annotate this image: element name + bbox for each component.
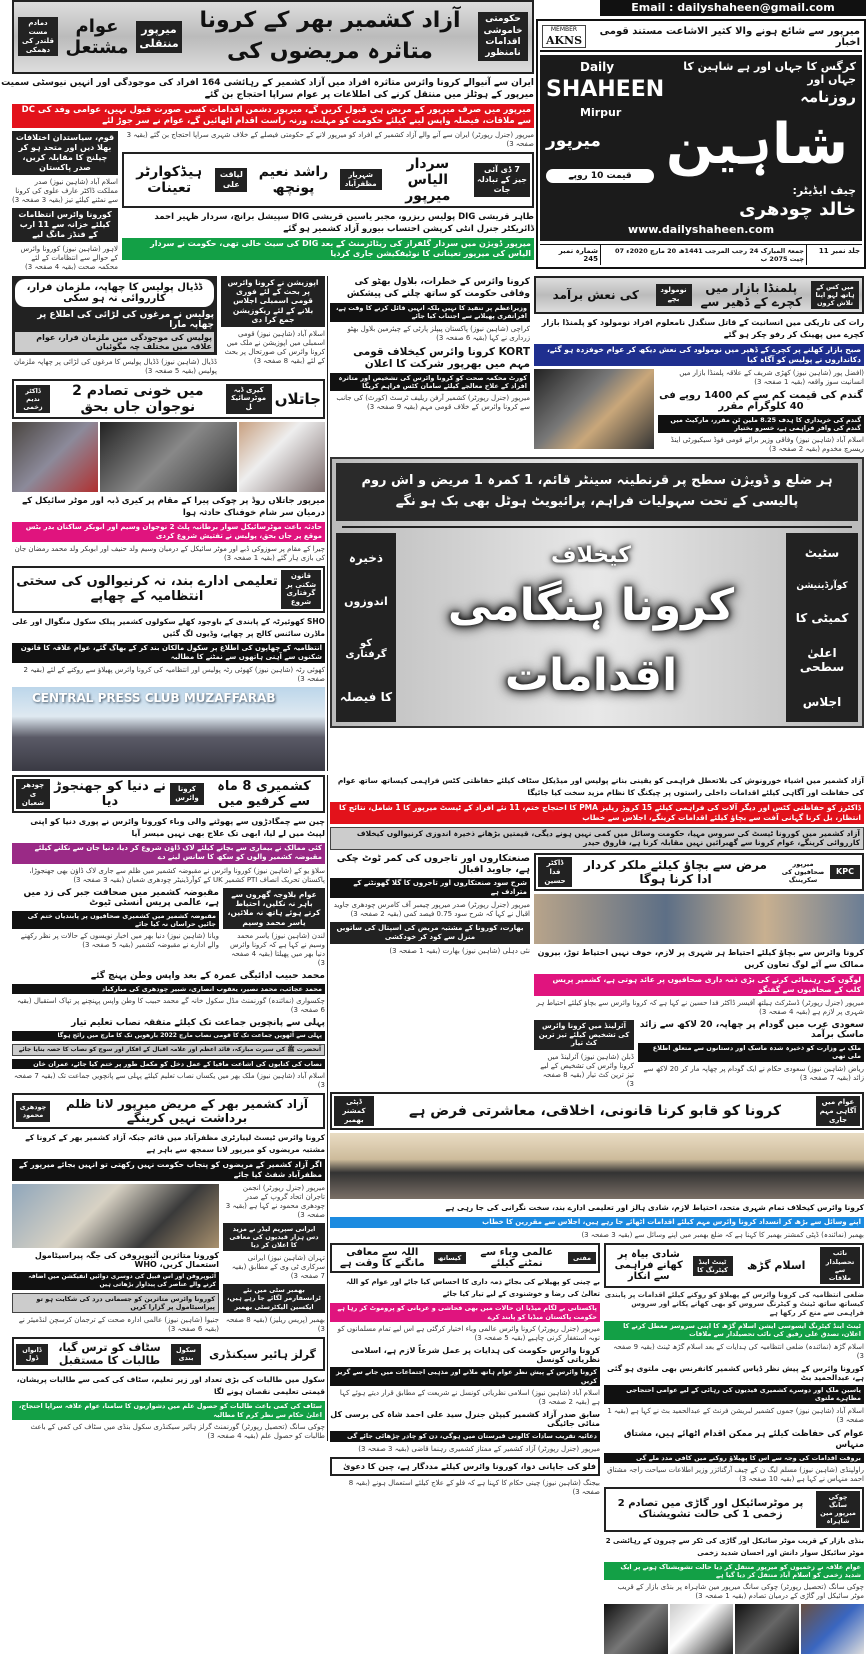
ireland-body: ڈبلن (شاہین نیوز) آئرلینڈ میں کرونا وائرس کی تشخیص کے لیے تیز ترین کٹ تیار (بقیہ 8 صفحہ 3): [540, 1053, 634, 1089]
crash-line: بنڈی بازار کے قریب موٹر سائیکل اور گاڑی کی ٹکر سے چیرون کے رہائشی 2 موٹر سائیکل سوار دانش اور احسان شدید زخمی: [605, 1536, 864, 1557]
dadyal-grey: پولیس کی موجودگی میں ملزمان فرار، عوام علاقہ میں مختلف چہ مگوئیاں: [15, 332, 214, 352]
mufti-tag-2: کیساتھ: [434, 1252, 466, 1264]
kpc-tag: KPC: [830, 865, 860, 879]
logo-shaheen-en: SHAHEEN: [546, 77, 665, 102]
dadyal-body: ڈڈیال (شاہین نیوز) ڈڈیال پولیس کا مرغوں کی لڑائی پر چھاپہ ملزمان پولیس (بقیہ 5 صفحہ 3): [14, 357, 217, 375]
motto: کرگس کا جہاں اور ہے شاہین کا جہاں اور: [683, 60, 856, 86]
top-lower-row: [0, 131, 534, 272]
jatlan-body: چیرا کے مقام پر سوزوکی ڈبے اور موٹر سائیکل کے درمیان وسیم ولد حنیف اور ابوبکر ولد محمد رمضان جان کی بازی ہار گئے (بقیہ 1 صفحہ 3): [14, 544, 325, 562]
banner-mid-tag: میرپور منتقلی: [136, 21, 182, 53]
kashmiri8-body: سلاؤ یو کے (شاہین نیوز) کورونا وائرس نے مقبوضہ کشمیر میں ظلم سے جاری لاک ڈاؤن بھی جھنجوڑا، پاکستان تحریک انصاف PTI کشمیر UK کے کوآرڈینیٹر چودھری شعبان (بقیہ 3 صفحہ 3): [29, 866, 325, 884]
crash-tag: چوکی سانگ میرپور مین شاہراہ: [816, 1491, 860, 1528]
india-head: بھارت، کورونا کے مشتبہ مریض کی اسپتال کی ساتویں منزل سے کود کر خودکشی: [330, 922, 530, 944]
crash-body: چوکی سانگ (تحصیل رپورٹر) چوکی سانگ میرپور مین شاہراہ پر بنڈی بازار کے قریب موٹر سائیکل اور گاڑی کے درمیان تصادم (بقیہ 1 صفحہ 3): [617, 1583, 864, 1601]
lead-line: آزاد کشمیر میں اشیاء خورونوش کی بلاتعطل فراہمی کو یقینی بنانے پولیس اور میڈیکل سٹاف کیلئے حفاظتی کٹس فراہمی کیساتھ ساتھ عوام کی حفاظت اور آگاہی کیلئے اقدامات داخلی راستوں پر چیکنگ کا نظام مزید سخت کیا جائیگا: [337, 776, 864, 798]
chief-editor-label: چیف ایڈیٹر:: [792, 184, 856, 197]
press-club-sign: CENTRAL PRESS CLUB MUZAFFARAB: [32, 691, 276, 706]
who-strip: آئبوپروفن اور اس قبیل کی دوسری دوائیں انفیکشن میں اضافہ کرنے والے عناصر کی پیداوار بڑھاتی ہیں: [12, 1272, 219, 1290]
wheat-body: اسلام آباد (شاہین نیوز) وفاقی وزیر برائے قومی فوڈ سیکیورٹی اینڈ ریسرچ مخدوم (بقیہ 2 صفحہ 3): [670, 436, 864, 454]
col-a-middle: [0, 276, 328, 771]
schools-line: SHO کھوئیرٹہ کے پابندی کے باوجود کھلے سکولوں کشمیر پبلک سکول منگوال اور علی ماڈرن سائنس کالج پر چھاپے، وڈیوں لگ گئیں: [12, 616, 325, 638]
roznama: روزنامہ: [800, 88, 856, 106]
girls-school-headline: [12, 1337, 325, 1371]
schools-headline-text: تعلیمی ادارے بند، نہ کرنیوالوں کی سختی انتظامیہ کے چھاپے: [16, 574, 278, 605]
brief-2-body: لاہور (شاہین نیوز) کورونا وائرس کے حوالے سے انتظامات کے لئے محکمہ صحت (بقیہ 4 صفحہ 3): [20, 244, 118, 271]
palandri-body: (افضل پور (شاہین نیوز) کھڑی شریف کے علاقہ پلمنڈا بازار میں انسانیت سوز واقعہ (بقیہ 1 صفحہ 3): [679, 368, 864, 386]
member-akns-badge: [542, 25, 586, 48]
jatlan-photo: [100, 422, 237, 492]
lead-left-tag: اجلاس: [802, 694, 842, 709]
iran-body: تہران (شاہین نیوز) ایرانی سرکاری ٹی وی کے مطابق (بقیہ 7 صفحہ 3): [231, 1254, 325, 1281]
masthead: [536, 19, 866, 269]
flu-headline: فلو کی جاپانی دوا، کورونا وائرس کیلئے مددگار ہے، چین کا دعویٰ: [330, 1457, 600, 1476]
jatlan-headline-1: جاتلاں: [274, 389, 321, 408]
dig-headline-2: راشد نعیم پونچھ: [258, 163, 329, 196]
dadyal-strip: پولیس نے مرغوں کی لڑائی کی اطلاع پر چھاپہ مارا: [37, 309, 214, 330]
top-summary: ایران سے آنیوالے کرونا وائرس متاثرہ افراد میں آزاد کشمیر کے رہائشی 164 افراد کی موجودگی اور انہیں نیوسٹی سمیت میرپور کے ہوٹلز میں منتقل کرنے کی اطلاعات پر عوام سراپا احتجاج بن گئے: [1, 77, 534, 100]
girls-school-headline-1: گرلز ہائیر سیکنڈری: [209, 1347, 316, 1361]
mufti-line: بے چینی کو پھیلانے کی بجائے ذمہ داری کا احساس کیا جائے اور عوام کو اللہ تعالیٰ کی رضا و خوشنودی کے لیے تیار کیا جائے: [346, 1278, 600, 1299]
iran-head: ایرانی سپریم لیڈر نے مزید دس ہزار قیدیوں کی معافی کا اعلان کر دیا: [223, 1223, 325, 1251]
kpc-line: کرونا وائرس سے بچاؤ کیلئے احتیاط ہر شہری پر لازم، خوف نہیں احتیاط توڑ، بیرون ممالک سے آئے لوگ تعاون کریں: [537, 948, 864, 970]
crash-green-strip: عوام علاقہ نے زخمیوں کو میرپور منتقل کر دیا حالت تشویشناک ہونے پر ایک شدید زخمی کو اسلام آباد منتقل کر دیا گیا ہے: [604, 1562, 864, 1581]
email-bar: Email : dailyshaheen@gmail.com: [600, 0, 866, 16]
schools-strip: انتظامیہ کے چھاپوں کی اطلاع پر سکول مالکان بند کر کے بھاگ گئے، عوام علاقہ کا قانون شکنوں سے آہنی ہاتھوں سے نمٹنے کا مطالبہ: [12, 643, 325, 663]
masthead-logo-panel: [540, 55, 862, 241]
col-b-middle: [330, 276, 530, 413]
lead-left-tags: [786, 533, 858, 722]
price-badge: قیمت 10 روپے: [546, 169, 654, 183]
lead-right-tag: اندوزوں: [344, 594, 388, 608]
jatlan-pink-strip: حادثہ باعث موٹرسائیکل سوار برطانیہ پلٹ 2 نوجوان وسیم اور ابوبکر ساکنان بدر بٹس موقع پر جاں بحق، پولیس نے تفتیش شروع کردی: [12, 522, 325, 542]
lead-left-tag: اعلیٰ سطحی: [799, 646, 845, 675]
wheat-strip: گندم کی خریداری کا ہدف 8.25 ملین ٹن مقرر، مارکیٹ میں گندم کی وافر فراہمی ہے، خسرو بختیار: [658, 415, 864, 434]
islamgarh-headline-2: شادی بیاہ پر کھانے فراہمی سے انکار: [614, 1249, 683, 1283]
issue-date: جمعۃ المبارک 24 رجب المرجب 1441ھ 20 مارچ 2020ء 07 چیت 2075 ب: [600, 245, 806, 265]
mufti-headline-1: عالمی وباء سے نمٹنے کیلئے: [480, 1247, 554, 1270]
mirpur-patients-tag: چودھری محمود: [16, 1101, 50, 1121]
middle-section: [0, 276, 866, 771]
saudi-strip: ملک نے وزارت کو ذخیرہ شدہ ماسک اور دستانوں سے متعلق اطلاع ملی تھی: [638, 1043, 864, 1062]
kpc-pink-strip: لوگوں کی رہنمائی کرنے کی بڑی ذمہ داری صحافیوں پر عائد ہوتی ہے، کشمیر پریس کلب کے صحافیوں سے گفتگو: [534, 974, 864, 996]
lead-top-strip: ہر ضلع و ڈویژن سطح پر قرنطینہ سینٹر قائم، 1 کمرہ 1 مریض و اش روم پالیسی کے تحت سہولیات فراہم، پرائیویٹ ہوٹل بھی بک ہو نگے: [336, 463, 858, 521]
jatlan-headline: [12, 379, 325, 419]
press-freedom-strip: مقبوضہ کشمیر میں کشمیری صحافیوں پر پابندیاں ختم کی جائیں حراساں نہ کیا جائے: [12, 911, 219, 930]
issue-date-bar: [540, 244, 862, 265]
bottom-section: [0, 775, 866, 1654]
lead-right-tag: کا فیصلہ: [339, 690, 393, 705]
girls-school-headline-2: سٹاف کو ترس گیا، طالبات کا مستقبل: [58, 1341, 161, 1368]
who-grey: کورونا وائرس متاثرین کو جسمانی درد کی شکایت ہو تو پیراسیٹامول پر گزارا کریں: [12, 1293, 219, 1314]
traders-body: میرپور (جنرل رپورٹر) صدر میرپور چیمبر آف کامرس چودھری جاوید اقبال نے کہا کہ شرح سود 0.75 فیصد کمی (بقیہ 2 صفحہ 3): [333, 901, 530, 919]
wheat-headline: گندم کی قیمت کم سے کم 1400 روپے فی 40 کلوگرام مقرر: [659, 389, 863, 412]
dig-headline-3: ہیڈکوارٹر تعینات: [136, 163, 203, 196]
kpc-tag-2: میرپور صحافیوں کی سکریننگ: [781, 860, 825, 885]
ireland-head: آئرلینڈ میں کرونا وائرس کی تشخیص کیلئے تیز ترین کٹ تیار: [534, 1020, 634, 1050]
palandri-headline-1: پلمنڈا بازار میں کچرے کے ڈھیر سے: [700, 280, 803, 309]
kort-headline: KORT کرونا وائرس کیخلاف قومی مہم میں بھرپور شرکت کا اعلان: [353, 345, 530, 370]
flu-body: بیجنگ (شاہین نیوز) چینی حکام کا کہنا ہے کہ فلو کے علاج کیلئے استعمال ہونے (بقیہ 8 صفحہ 3): [348, 1478, 600, 1496]
traders-strip: شرح سود صنعتکاروں اور تاجروں کا گلا گھونٹنے کے مترادف ہے: [330, 878, 530, 898]
col-b-bottom: [330, 853, 530, 956]
col-c-bottom: [534, 853, 864, 1089]
lead-left-tag: کمیٹی کا: [795, 611, 849, 626]
issue-number: شمارہ نمبر 245: [558, 247, 598, 263]
kpc-photo: [534, 894, 864, 944]
palandri-tag: میں کس کے ہاتھ لہو اپنا تلاش کروں: [811, 281, 859, 309]
top-banner-headline: [12, 0, 534, 74]
kort-strip: کورٹ محکمہ صحت کو کرونا وائرس کی تشخیص اور متاثرہ افراد کے علاج معالجے کیلئے سامان کٹس فراہم کریگا: [330, 373, 530, 392]
awareness-photo: [330, 1133, 864, 1199]
crash-headline-text: پر موٹرسائیکل اور گاڑی میں تصادم 2 زخمی 1 کی حالت تشویشناک: [617, 1498, 804, 1521]
jatlan-photos: [12, 422, 325, 492]
mirpur-patients-body: میرپور (جنرل رپورٹر) انجمن تاجران اتحاد گروپ کے صدر چودھری محمود نے کہا ہے (بقیہ 3 صفحہ 3): [225, 1183, 325, 1219]
opposition-body: اسلام آباد (شاہین نیوز) قومی اسمبلی میں اپوزیشن نے ملک میں کرونا وائرس کی صورتحال پر بحث کے لئے (بقیہ 8 صفحہ 3): [224, 329, 325, 365]
akns-label: AKNS: [545, 34, 583, 47]
islamgarh-green-strip: ٹینٹ اینڈ کیٹرنگ ایسوسی ایشن اسلام گڑھ کا اپنی سروسز معطل کرنے کا اعلان، تصدق علی رفیق کی نائب تحصیلدار سے ملاقات: [604, 1321, 864, 1340]
masthead-tagline: میرپور سے شائع ہونے والا کثیر الاشاعت مستند قومی اخبار: [599, 25, 860, 48]
habib-strip: محمد عجائب، محمد نصیر، یعقوب انصاری، شبیر چودھری کی مبارکباد: [12, 984, 325, 994]
palandri-blue-strip: صبح بازار کھلنے پر کچرے کے ڈھیر میں نومولود کی نعش دیکھ کر عوام خوفزدہ ہو گئے، دکانداروں نے پولیس کو آگاہ کیا: [534, 344, 864, 366]
awareness-headline: [330, 1092, 864, 1130]
crash-photo: [604, 1604, 668, 1654]
islamgarh-headline-1: اسلام گڑھ: [747, 1259, 806, 1273]
syllabus-body: اسلام آباد (شاہین نیوز) ملک بھر میں یکساں نصاب تعلیم کیلئے پہلی سے پانچویں جماعت تک (بقیہ 7 صفحہ 3): [14, 1072, 325, 1090]
banner-headline-2: عوام مشتعل: [65, 15, 129, 58]
dig-headline: [122, 152, 534, 208]
mirpur-patients-photo: [12, 1184, 219, 1248]
chief-editor-name: خالد چودھری: [739, 199, 856, 220]
council-body: اسلام آباد (شاہین نیوز) اسلامی نظریاتی کونسل نے شریعت کے مطابق قرار دیتے ہوئے کہا ہے (بقیہ 2 صفحہ 3): [339, 1389, 600, 1407]
syllabus-headline: پہلی سے پانچویں جماعت تک کیلئے متفقہ نصاب تعلیم تیار: [71, 1018, 325, 1029]
stay-home-body: لندن (شاہین نیوز) یاسر محمد وسیم نے کہا ہے کہ کرونا وائرس دنیا بھر میں پھیلتا (بقیہ 4 صفحہ 3): [230, 932, 325, 967]
bilawal-headline: کرونا وائرس کے خطرات، بلاول بھٹو کی وفاقی حکومت کو ساتھ چلنے کی پیشکش: [346, 276, 530, 299]
mirpur-patients-strip: اگر آزاد کشمیر کے مریضوں کو پنجاب حکومت نہیں رکھتی تو انہیں بجائے میرپور کے مظفرآباد شفٹ کیا جائے: [12, 1159, 325, 1181]
islamgarh-body: اسلام گڑھ (نمائندہ) ضلعی انتظامیہ کی ہدایات کے بعد اسلام گڑھ ٹینٹ (بقیہ 9 صفحہ 3): [613, 1342, 864, 1360]
top-left-column: [0, 0, 534, 272]
saudi-headline: سعودی عرب میں گودام پر چھاپہ، 20 لاکھ سے زائد ماسک برآمد: [639, 1019, 864, 1040]
col-a-bottom: [0, 775, 328, 1441]
dig-column: [122, 131, 534, 261]
lead-grey-strip: آزاد کشمیر میں کورونا ٹیسٹ کی سروس مہیا، حکومت وسائل میں کمی نہیں ہونے دیگی، قیمتیں بڑھانے ذخیرہ اندوزی کرنیوالوں کیخلاف کارروائی کرینگے، عوام کرونا سے گھبرائیں نہیں مقابلہ کرنا ہے، فاروق حیدر: [330, 827, 864, 851]
daily-label: Daily: [580, 60, 615, 74]
girls-school-line: سکول میں طالبات کی بڑی تعداد اور زیر تعلیم، سٹاف کی کمی سے طالبات پریشان، قیمتی تعلیمی نقصان ہونے لگا: [16, 1375, 325, 1397]
kashmiri8-headline-1: کشمیری 8 ماہ سے کرفیو میں: [217, 779, 311, 810]
banner-side-tag-right: دمادم مست قلندر کی دھمکی: [18, 17, 58, 56]
top-right-column: [536, 0, 866, 269]
palandri-headline: [534, 276, 864, 314]
dig-tag-3: لیاقت علی: [215, 168, 247, 192]
stay-home-head: عوام بلاوجہ گھروں سے باہر نہ نکلیں، احتیاط کرتے ہوئے ہاتھ نہ ملائیں، یاسر محمد وسیم: [223, 888, 325, 930]
palandri-tag-2: نومولود بچے: [656, 284, 692, 306]
india-body: نئی دہلی (شاہین نیوز) بھارت (بقیہ 1 صفحہ 3): [389, 946, 530, 955]
jatlan-line: میرپور جاتلاں روڈ پر چوکی پیرا کے مقام پر کیری ڈبہ اور موٹر سائیکل کے درمیان سر شام خوفناک حادثہ ہوا: [22, 495, 325, 518]
lead-headline-small: کیخلاف: [551, 543, 631, 569]
dig-green-strip: میرپور ڈویژن میں سردار گلفراز کی ریٹائرمنٹ کے بعد DIG کی سیٹ خالی تھی، حکومت نے سردار الیاس کی میرپور تعیناتی کا نوٹیفکیشن جاری کردیا: [122, 238, 534, 261]
kashmiri8-line: چین سے چمگادڑوں سے پھوٹنے والی وباء کورونا وائرس نے پوری دنیا کو اپنی لپیٹ میں لے لیا، ابھی تک علاج بھی نہیں میسر آیا: [30, 817, 325, 839]
awareness-blue-strip: اپنے وسائل سے بڑھ کر انسداد کرونا وائرس مہم کیلئے اقدامات اٹھائے جا رہے ہیں، اجلاس سے مقررین کا خطاب: [330, 1217, 864, 1228]
jatlan-photo: [239, 422, 325, 492]
kashmiri8-tag: کرونا وائرس: [170, 783, 204, 805]
lead-red-strip: ڈاکٹرز کو حفاظتی کٹس اور دیگر آلات کی فراہمی کیلئے 15 کروڑ ریلیز PMA کا احتجاج ختم، 11 نئے افراد کے ٹیسٹ میرپور کا 1 شامل، نتائج کا انتظار، بل کرنا گہانی آفت سے بچاؤ کیلئے اقدامات کرینگے، اجلاس سے خطاب: [330, 802, 864, 824]
lead-headline: کرونا ہنگامی اقدامات: [447, 580, 735, 702]
crash-headline: [604, 1487, 864, 1532]
council-strip: کرونا وائرس کے پیش نظر عوام ہاتھ ملانے اور مذہبی اجتماعات میں جانے سے گریز کریں: [330, 1367, 600, 1386]
mufti-pink-strip: پاکستانی بے لگام میڈیا ان حالات میں بھی فحاشی و عریانی کو پروموٹ کر رہا ہے حکومت پاکستان میڈیا کو پابند کرے: [330, 1303, 600, 1322]
awareness-tag: عوام میں آگاہی مہم جاری: [816, 1096, 860, 1126]
girls-school-green-strip: سٹاف کی کمی باعث طالبات کو حصول علم میں دشواریوں کا سامنا، عوام علاقہ سراپا احتجاج، اعلیٰ حکام سے نظر کرم کا مطالبہ: [12, 1401, 325, 1420]
palandri-photo: [534, 369, 654, 449]
habib-body: چکسواری (نمائندہ) گورنمنٹ مڈل سکول خانہ گے محمد حبیب کا وطن واپس پہنچنے پر تپاک استقبال (بقیہ 6 صفحہ 3): [17, 997, 325, 1015]
crash-photo: [735, 1604, 799, 1654]
crash-photo: [670, 1604, 734, 1654]
anniversary-strip: دعائیہ تقریب سادات کالونی قبرستان میں ہوگی، دن کو چادر چڑھائی جائے گی: [330, 1431, 600, 1441]
syllabus-strip: پہلی سے آٹھویں جماعت تک کا قومی نصاب مارچ 2022 بارھویں تک کا مارچ میں رائج ہوگا: [12, 1031, 325, 1041]
lead-left-tag: کوآرڈینیشن: [796, 580, 848, 591]
dig-body: میرپور (جنرل رپورٹر) ایران سے آنے والے آزاد کشمیر کے افراد کو میرپور لانے کے حکومتی فیصلے کے خلاف شہری سراپا احتجاج بن گئے (بقیہ 3 صفحہ 3): [126, 130, 534, 148]
islamgarh-headline: [604, 1243, 864, 1288]
who-body: جنیوا (شاہین نیوز) عالمی ادارہ صحت کے ترجمان کرسچن لنڈمیئر نے (بقیہ 6 صفحہ 3): [18, 1316, 219, 1334]
kpc-tag-3: ڈاکٹر فدا حسین: [538, 857, 572, 887]
opposition-head: اپوزیشن نے کرونا وائرس پر بحث کے لئے فوری قومی اسمبلی اجلاس بلانے کے لئے ریکوزیشن جمع کرا دی: [221, 276, 325, 327]
kpc-headline-text: مرض سے بچاؤ کیلئے ملکر کردار ادا کرنا ہوگا: [584, 858, 767, 887]
jatlan-tag-right: ڈاکٹر ندیم زخمی: [16, 385, 50, 413]
dadyal-box: [12, 276, 217, 355]
mufti-tag: مفتی: [568, 1252, 596, 1264]
press-freedom-body: ویانا (شاہین نیوز) دنیا بھر میں اخبار نویسوں کے حالات پر نظر رکھنے والے ادارے نے مقبوضہ کشمیر (بقیہ 5 صفحہ 3): [20, 932, 219, 950]
press-freedom-headline: مقبوضہ کشمیر میں صحافت جبر کی زد میں ہے، عالمی پریس انسٹی ٹیوٹ: [23, 887, 219, 908]
col-c-middle: [534, 276, 864, 455]
schools-tag: قانون شکنی پر گرفتاری شروع: [281, 570, 321, 609]
mufti-body: میرپور (جنرل رپورٹر) کرونا وائرس عالمی وباء اختیار کرگئی ہے اس لیے تمام مسلمانوں کو توبہ استغفار کرنی چاہیے (بقیہ 5 صفحہ 3): [337, 1325, 600, 1343]
dig-line: طاہر قریشی DIG پولیس ریزرو، مجبر یاسین قریشی DIG سپیشل برانچ، سردار ظہیر احمد ڈائریکٹر جنرل انٹی کرپشن احتساب بیورو آزاد کشمیر ہو گئے: [154, 211, 534, 234]
logo-title-urdu: شاہین: [665, 112, 849, 177]
bottom-right: [330, 775, 864, 1654]
member-label: MEMBER: [550, 26, 578, 33]
mufti-headline-2: اللہ سے معافی مانگنے کا وقت ہے: [339, 1247, 425, 1270]
syllabus-strip-2: نصاب کی کتابوں کی اشاعت مافیا کے عمل دخل کو مکمل طور پر ختم کیا جائے، عمران خان: [12, 1059, 325, 1069]
girls-school-tag-2: ڈانواں ڈول: [16, 1344, 48, 1364]
jatlan-photo: [12, 422, 98, 492]
syllabus-grey: آنحضرت ﷺ کی سیرت مبارکہ، قائد اعظم اور علامہ اقبال کے افکار اور سوچ کو نصاب کا حصہ بنایا جائے: [12, 1044, 325, 1056]
jatlan-headline-2: میں خونی تصادم 2 نوجوان جاں بحق: [72, 382, 204, 415]
anniversary-headline: سابق صدر آزاد کشمیر کیپٹن جنرل سید علی احمد شاہ کی برسی کل منائی جائیگی: [330, 1410, 600, 1429]
crash-photo: [801, 1604, 865, 1654]
awareness-headline-text: کرونا کو قابو کرنا قانونی، اخلاقی، معاشرتی فرض ہے: [408, 1103, 781, 1120]
girls-school-body: چوکی سانگ (تحصیل رپورٹر) گورنمنٹ گرلز ہائیر سیکنڈری سکول بنڈی میں سٹاف کی کمی کے باعث طالبات کو حصول علم (بقیہ 4 صفحہ 3): [30, 1423, 325, 1441]
schools-headline: [12, 566, 325, 613]
lead-right-tags: [336, 533, 396, 722]
hameed-strip: یاسین ملک اور دوسرے کشمیری قیدیوں کی رہائی کے لیے عوامی احتجاجی مظاہرے ملتوی: [604, 1385, 864, 1404]
dig-headline-1: سردار الیاس میرپور: [405, 155, 451, 204]
kashmiri8-tag-left: چودھری شعبان: [16, 779, 50, 809]
islamgarh-tag: نائب تحصیلدار سے ملاقات: [820, 1247, 860, 1284]
awareness-tag-2: ڈپٹی کمشنر بھمبر: [334, 1096, 374, 1126]
left-briefs-column: [12, 131, 118, 272]
awareness-line: کرونا وائرس کیخلاف تمام شہری متحد، احتیاط لازم، شادی ہالز اور تعلیمی ادارے بند، سخت نگرانی کی جا رہی ہے: [445, 1203, 864, 1213]
minhas-headline: عوام کی حفاظت کیلئے ہر ممکن اقدام اٹھائے ہیں، مشتاق منہاس: [623, 1428, 864, 1450]
middle-right: [330, 276, 864, 728]
mirpur-en: Mirpur: [580, 106, 622, 119]
dig-tag-1: 7 ڈی آئی جیز کے تبادلہ جات: [474, 163, 530, 197]
lead-right-tag: کو گرفتاری: [345, 638, 387, 660]
kashmiri8-headline: [12, 775, 325, 813]
bilawal-body: کراچی (شاہین نیوز) پاکستان پیپلز پارٹی کے چیئرمین بلاول بھٹو زرداری نے کہا (بقیہ 6 صفحہ 3): [347, 324, 530, 342]
kashmiri8-purple-strip: کئی ممالک نے بیماری سے بچانے کیلئے لاک ڈاؤن شروع کر دیا، دنیا جان سے نکلنے کیلئے مقبوضہ کشمیر والوں کو سکھ کا سانس لینے دے: [12, 843, 325, 863]
islamgarh-tag-2: ٹینٹ اینڈ کیٹرنگ کا: [693, 1256, 733, 1276]
brief-1-head: قوم، سیاستدان اختلافات بھلا دیں اور متحد ہو کر چیلنج کا مقابلہ کریں، صدر پاکستان: [12, 131, 118, 175]
kort-body: میرپور (جنرل رپورٹر) کشمیر آرفن ریلیف ٹرسٹ (کورٹ) کی جانب سے کرونا وائرس کے خلاف قومی مہم (بقیہ 9 صفحہ 3): [336, 394, 530, 412]
hameed-body: اسلام آباد (شاہین نیوز) جموں کشمیر لبریشن فرنٹ کے عبدالحمید بٹ نے کہا ہے (بقیہ 1 صفحہ 3): [607, 1406, 864, 1424]
top-section: [0, 0, 866, 272]
palandri-line: رات کی تاریکی میں انسانیت کے قاتل سنگدل نامعلوم افراد نومولود کو پلمنڈا بازار کچرے میں پھینک کر رفو چکر ہو گئے: [541, 318, 864, 340]
minhas-body: راولپنڈی (شاہین نیوز) مسلم لیگ ن کے چیف آرگنائزر وزیر اطلاعات سیاحت راجہ مشتاق احمد منہاس نے کہا ہے (بقیہ 10 صفحہ 3): [607, 1466, 864, 1484]
mufti-headline: [330, 1243, 600, 1273]
brief-1-body: اسلام آباد (شاہین نیوز) صدر مملکت ڈاکٹر عارف علوی کی کرونا سے نمٹنے کیلئے تیز (بقیہ 3 صفحہ 3): [12, 177, 118, 204]
volume-number: جلد نمبر 11: [806, 245, 862, 265]
lead-left-tag: سٹیٹ: [804, 545, 840, 560]
habib-headline: محمد حبیب ادائیگی عمرہ کے بعد واپس وطن پہنچ گئے: [90, 971, 325, 981]
awareness-body: بھمبر (نمائندہ) ڈپٹی کمشنر بھمبر کا کہنا ہے کہ ضلع بھمبر میں اپنے وسائل سے (بقیہ 3 صفحہ 3): [581, 1231, 864, 1240]
council-headline: کرونا وائرس حکومت کی ہدایات پر عمل شرعاً لازم ہے، اسلامی نظریاتی کونسل: [351, 1346, 600, 1365]
jatlan-tag: کیری ڈبہ موٹرسائیکل: [226, 384, 272, 414]
mirpur-patients-headline-text: آزاد کشمیر بھر کے مریض میرپور لانا ظلم برداشت نہیں کرینگے: [65, 1097, 309, 1126]
lead-story: [330, 457, 864, 727]
dadyal-headline: ڈڈیال پولیس کا چھاپہ، ملزمان فرار، کارروائی نہ ہو سکی: [15, 279, 214, 307]
minhas-strip: بروقت اقدامات کی وجہ سے اس کا پھیلاؤ روکنے میں کافی مدد ملے گی: [604, 1453, 864, 1463]
brief-2-head: کورونا وائرس انتظامات کیلئے خزانہ سے 11 ارب کے فنڈز مانگ لیے: [12, 208, 118, 242]
banner-headline: آزاد کشمیر بھر کے کرونا متاثرہ مریضوں کی: [199, 8, 461, 64]
girls-school-tag: سکول بندی: [171, 1344, 201, 1364]
schools-body: کھوئی رٹہ (شاہین نیوز) کھوئی رٹہ پولیس اور انتظامیہ کی کرونا وائرس پھیلاؤ سے روکنے کے لئے (بقیہ 2 صفحہ 3): [23, 666, 325, 684]
traders-headline: صنعتکاروں اور تاجروں کی کمر ٹوٹ چکی ہے، جاوید اقبال: [336, 853, 530, 876]
mirpur-patients-line: کرونا وائرس ٹیسٹ لیبارٹری مظفرآباد میں قائم جبکہ آزاد کشمیر بھر کے کرونا کے مشتبہ مریضوں کو میرپور لانا سمجھ سے باہر ہے: [25, 1133, 325, 1155]
palandri-headline-2: کی نعش برآمد: [552, 287, 639, 302]
who-headline: کورونا متاثرین آئبوپروفن کی جگہ پیراسیٹامول استعمال کریں، WHO: [34, 1250, 219, 1269]
bhimber-head: بھمبر سٹی میں نئے ٹرانسفارمر لگائے جا رہے ہیں، ایکسین الیکٹرسٹی بھمبر: [223, 1284, 325, 1312]
saudi-body: ریاض (شاہین نیوز) سعودی حکام نے ایک گودام پر چھاپہ مار کر 20 لاکھ سے زائد (بقیہ 7 صفحہ 3): [643, 1064, 864, 1082]
top-red-strip: میرپور میں صرف میرپور کے مریض ہی قبول کریں گے، میرپور دشمن اقدامات کسی صورت قبول نہیں، عوامی وفد کی DC سے ملاقات، فیصلہ واپس لینے کیلئے حکومت کو مہلت، ورنہ راست اقدام اٹھائیں گے، عوام نے سر جوڑ لئے: [12, 104, 534, 128]
website: www.dailyshaheen.com: [627, 223, 775, 236]
city-urdu: میرپور: [546, 131, 601, 151]
lead-right-tag: ذخیرہ: [348, 550, 384, 565]
kpc-headline: [534, 853, 864, 891]
kpc-body: میرپور (جنرل رپورٹر) ڈسٹرکٹ ہیلتھ آفیسر ڈاکٹر فدا حسین نے کہا ہے کہ کرونا وائرس سے بچاؤ کیلئے احتیاط ہر شہری پر لازم ہے (بقیہ 4 صفحہ 3): [536, 998, 864, 1016]
mirpur-patients-headline: [12, 1093, 325, 1129]
islamgarh-line: ضلعی انتظامیہ کی کرونا وائرس کے پھیلاؤ کو روکنے کیلئے اقدامات پر پابندی کیساتھ ساتھ ٹینٹ و کیٹرنگ سروس کو بھی کھانے پکانے اور سروس فراہمی سے منع کر رکھا ہے: [604, 1290, 864, 1317]
banner-side-tag-left: حکومتی خاموشی اقدامات نامنظور: [478, 12, 528, 61]
hameed-headline: کورونا وائرس کے پیش نظر ڈیاس کشمیر کانفرنس بھی ملتوی ہو گئی ہے، عبدالحمید بٹ: [607, 1363, 864, 1382]
dig-tag-2: شہریار مظفرآباد: [340, 169, 382, 191]
kashmiri8-headline-2: نے دنیا کو جھنجوڑ دیا: [54, 779, 166, 810]
bilawal-strip: وزیراعظم پر تنقید کا نہیں بلکہ انہیں قائل کرنے کا وقت ہے، افراتفری پھیلانے سے اجتناب کیا جائے: [330, 303, 530, 322]
crash-photos: [604, 1604, 864, 1654]
anniversary-body: میرپور (جنرل رپورٹر) آزاد کشمیر کے ممتاز کشمیری رہنما قاضی (بقیہ 3 صفحہ 3): [358, 1444, 600, 1453]
press-club-photo: [12, 687, 325, 771]
bhimber-body: بھمبر (پریس ریلیز) (بقیہ 8 صفحہ 3): [225, 1315, 325, 1333]
